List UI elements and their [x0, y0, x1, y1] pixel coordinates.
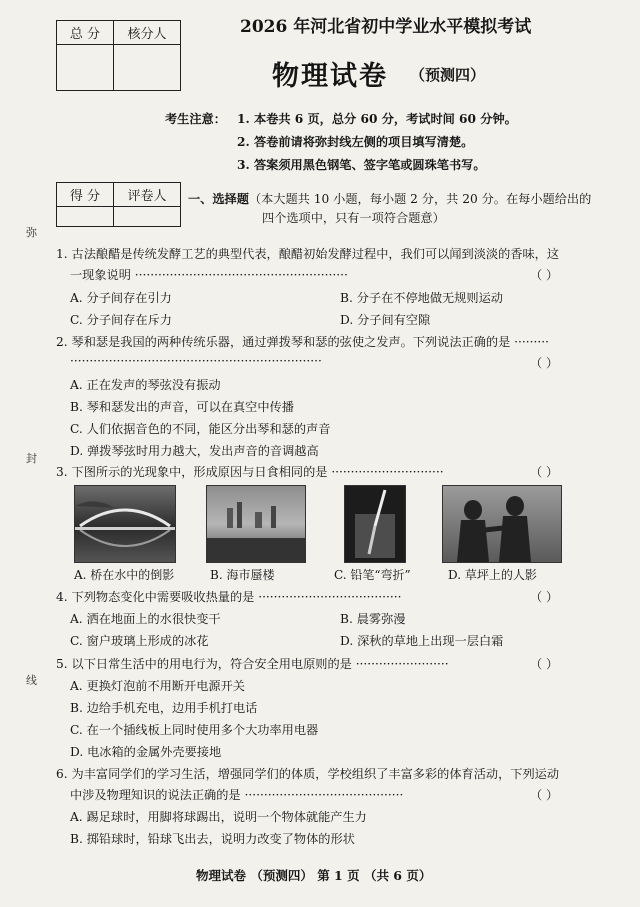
q2-option-d: D. 弹拨琴弦时用力越大，发出声音的音调越高	[70, 444, 319, 458]
q1-option-d: D. 分子间有空隙	[340, 313, 431, 327]
score-box-total-cell[interactable]	[57, 45, 114, 91]
photo-bridge-reflection	[74, 485, 176, 563]
q2-option-c: C. 人们依据音色的不同，能区分出琴和瑟的声音	[70, 422, 331, 436]
score-box-checker-cell[interactable]	[114, 45, 181, 91]
q5-stem-line1: 5. 以下日常生活中的用电行为，符合安全用电原则的是 ························	[56, 657, 449, 671]
q3-stem-line1: 3. 下图所示的光现象中，形成原因与日食相同的是 ·····························	[56, 465, 444, 479]
paper-title: 物理试卷	[272, 61, 388, 92]
q1-answer-paren[interactable]: （ ）	[530, 268, 559, 282]
grader-box-score-cell[interactable]	[57, 207, 114, 227]
margin-char-xian: 线	[26, 674, 37, 687]
notice-item-1: 1. 本卷共 6 页，总分 60 分，考试时间 60 分钟。	[237, 112, 517, 126]
q3-option-d: D. 草坪上的人影	[448, 568, 537, 582]
grader-box-grader-cell[interactable]	[114, 207, 181, 227]
q6-option-a: A. 踢足球时，用脚将球踢出，说明一个物体就能产生力	[70, 810, 367, 824]
q4-option-a: A. 洒在地面上的水很快变干	[70, 612, 221, 626]
photo-mirage	[206, 485, 306, 563]
q5-answer-paren[interactable]: （ ）	[530, 657, 559, 671]
photo-pencil-bending	[344, 485, 406, 563]
q1-stem-line1: 1. 古法酿醋是传统发酵工艺的典型代表，酿醋初始发酵过程中，我们可以闻到淡淡的香味，这	[56, 247, 560, 261]
page-footer: 物理试卷 （预测四） 第 1 页 （共 6 页）	[196, 868, 432, 883]
q4-option-b: B. 晨雾弥漫	[340, 612, 406, 626]
q5-option-b: B. 边给手机充电，边用手机打电话	[70, 701, 258, 715]
notice-item-3: 3. 答案须用黑色钢笔、签字笔或圆珠笔书写。	[237, 158, 486, 172]
grader-box	[56, 182, 181, 227]
section1-heading: 一、选择题	[188, 192, 249, 206]
paper-edition: （预测四）	[410, 66, 486, 84]
q5-option-d: D. 电冰箱的金属外壳要接地	[70, 745, 222, 759]
q2-answer-paren[interactable]: （ ）	[530, 356, 559, 370]
q2-stem-line1: 2. 琴和瑟是我国的两种传统乐器，通过弹拨琴和瑟的弦使之发声。下列说法正确的是 ·········	[56, 335, 549, 349]
section1-desc-line1: （本大题共 10 小题，每小题 2 分，共 20 分。在每小题给出的	[248, 192, 592, 206]
q4-option-d: D. 深秋的草地上出现一层白霜	[340, 634, 504, 648]
q1-stem-line2: 一现象说明 ·······················································	[70, 268, 348, 282]
q5-option-c: C. 在一个插线板上同时使用多个大功率用电器	[70, 723, 319, 737]
q3-option-a: A. 桥在水中的倒影	[74, 568, 175, 582]
margin-char-feng: 封	[26, 452, 37, 465]
q3-answer-paren[interactable]: （ ）	[530, 465, 559, 479]
q6-option-b: B. 掷铅球时，铅球飞出去，说明力改变了物体的形状	[70, 832, 355, 846]
score-box	[56, 20, 181, 91]
q3-option-c: C. 铅笔“弯折”	[334, 568, 411, 582]
q6-stem-line2: 中涉及物理知识的说法正确的是 ·········································	[70, 788, 404, 802]
q2-option-b: B. 琴和瑟发出的声音，可以在真空中传播	[70, 400, 294, 414]
section1-header	[188, 190, 591, 207]
notice-label: 考生注意：	[165, 112, 226, 126]
exam-title: 2026 年河北省初中学业水平模拟考试	[240, 17, 532, 37]
q4-stem-line1: 4. 下列物态变化中需要吸收热量的是 ·····································	[56, 590, 402, 604]
q2-stem-line2: ·································································	[70, 354, 322, 368]
q1-option-b: B. 分子在不停地做无规则运动	[340, 291, 503, 305]
photo-shadows-on-lawn	[442, 485, 562, 563]
grader-box-grader-label: 评卷人	[114, 183, 181, 207]
q6-stem-line1: 6. 为丰富同学们的学习生活，增强同学们的体质，学校组织了丰富多彩的体育活动，下列运动	[56, 767, 560, 781]
section1-desc-line2: 四个选项中，只有一项符合题意）	[262, 211, 445, 225]
q4-answer-paren[interactable]: （ ）	[530, 590, 559, 604]
q1-option-c: C. 分子间存在斥力	[70, 313, 172, 327]
grader-box-score-label: 得 分	[57, 183, 114, 207]
q5-option-a: A. 更换灯泡前不用断开电源开关	[70, 679, 245, 693]
q1-option-a: A. 分子间存在引力	[70, 291, 172, 305]
q6-answer-paren[interactable]: （ ）	[530, 788, 559, 802]
notice-item-2: 2. 答卷前请将弥封线左侧的项目填写清楚。	[237, 135, 474, 149]
q2-option-a: A. 正在发声的琴弦没有振动	[70, 378, 221, 392]
margin-char-mi: 弥	[26, 226, 37, 239]
q3-option-b: B. 海市蜃楼	[210, 568, 275, 582]
score-box-checker-label: 核分人	[114, 21, 181, 45]
q4-option-c: C. 窗户玻璃上形成的冰花	[70, 634, 209, 648]
score-box-total-label: 总 分	[57, 21, 114, 45]
